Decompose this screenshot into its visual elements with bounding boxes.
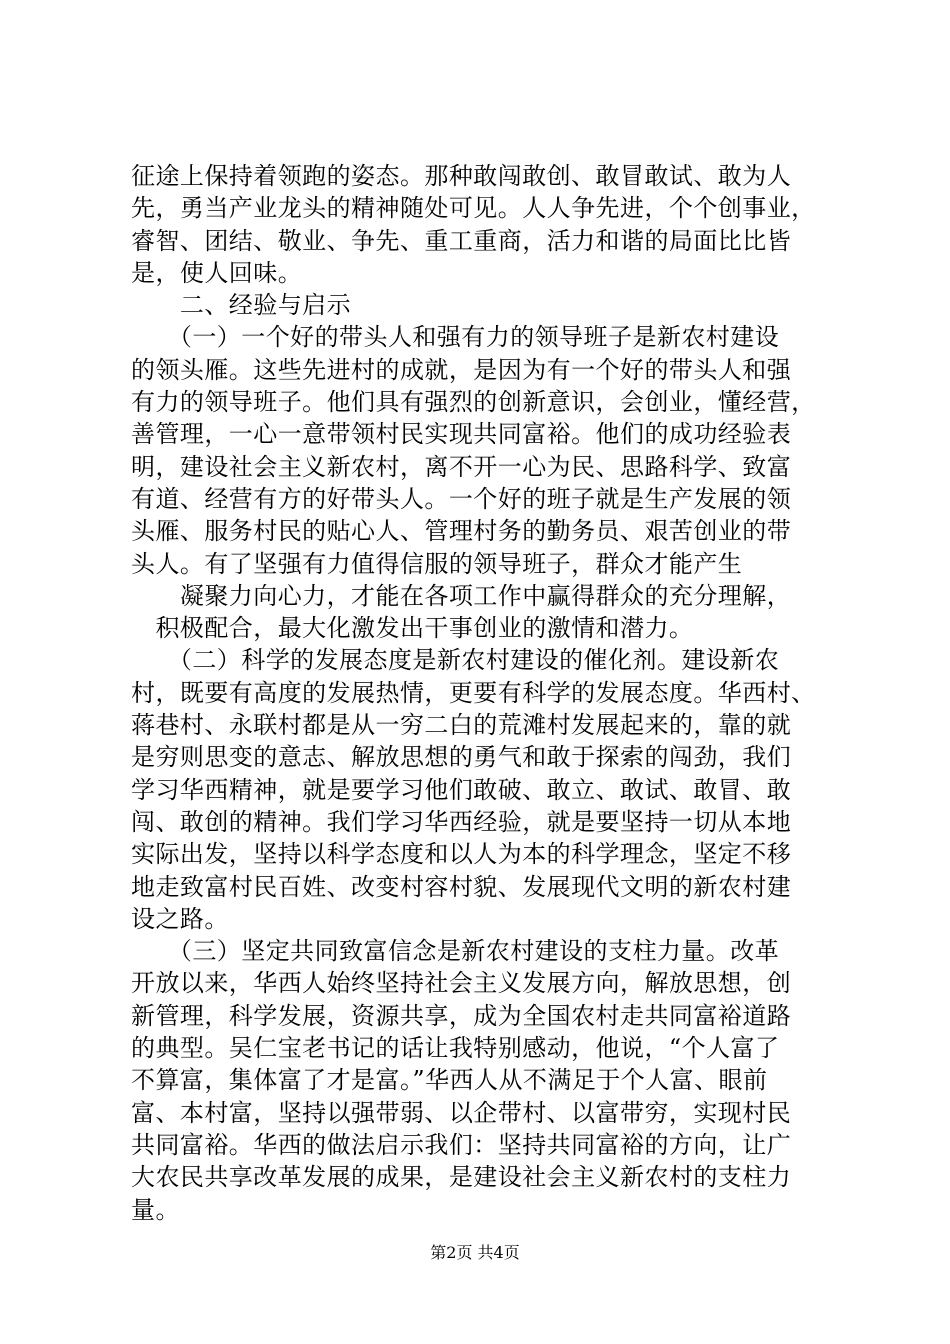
text-line: 共同富裕。华西的做法启示我们：坚持共同富裕的方向，让广	[131, 1130, 792, 1159]
text-line: （一）一个好的带头人和强有力的领导班子是新农村建设	[131, 323, 780, 352]
text-line: （二）科学的发展态度是新农村建设的催化剂。建设新农	[131, 646, 780, 675]
text-line: 头人。有了坚强有力值得信服的领导班子，群众才能产生	[131, 549, 743, 578]
text-line: 闯、敢创的精神。我们学习华西经验，就是要坚持一切从本地	[131, 807, 792, 836]
text-line: 积极配合，最大化激发出干事创业的激情和潜力。	[131, 614, 694, 643]
page-number-label: 第2页 共4页	[430, 1243, 520, 1262]
text-line: 善管理，一心一意带领村民实现共同富裕。他们的成功经验表	[131, 420, 792, 449]
text-line: 大农民共享改革发展的成果，是建设社会主义新农村的支柱力	[131, 1163, 792, 1192]
text-line: 的领头雁。这些先进村的成就，是因为有一个好的带头人和强	[131, 355, 792, 384]
text-line: 先，勇当产业龙头的精神随处可见。人人争先进，个个创事业，	[131, 194, 816, 223]
text-line: 地走致富村民百姓、改变村容村貌、发展现代文明的新农村建	[131, 872, 792, 901]
text-line: 新管理，科学发展，资源共享，成为全国农村走共同富裕道路	[131, 1001, 792, 1030]
text-line: 实际出发，坚持以科学态度和以人为本的科学理念，坚定不移	[131, 840, 792, 869]
text-line: 头雁、服务村民的贴心人、管理村务的勤务员、艰苦创业的带	[131, 517, 792, 546]
document-body	[131, 160, 831, 1226]
text-line: 征途上保持着领跑的姿态。那种敢闯敢创、敢冒敢试、敢为人	[131, 162, 792, 190]
text-line: 设之路。	[131, 904, 229, 933]
text-line: 学习华西精神，就是要学习他们敢破、敢立、敢试、敢冒、敢	[131, 775, 792, 804]
text-line: 明，建设社会主义新农村，离不开一心为民、思路科学、致富	[131, 452, 792, 481]
text-line: 村，既要有高度的发展热情，更要有科学的发展态度。华西村、	[131, 678, 816, 707]
page-footer	[0, 1243, 950, 1263]
text-line: 是穷则思变的意志、解放思想的勇气和敢于探索的闯劲，我们	[131, 743, 792, 772]
text-line: （三）坚定共同致富信念是新农村建设的支柱力量。改革	[131, 937, 780, 966]
text-line: 有道、经营有方的好带头人。一个好的班子就是生产发展的领	[131, 484, 792, 513]
text-line: 不算富，集体富了才是富。”华西人从不满足于个人富、眼前	[131, 1066, 768, 1095]
text-line: 富、本村富，坚持以强带弱、以企带村、以富带穷，实现村民	[131, 1098, 792, 1127]
text-line: 的典型。吴仁宝老书记的话让我特别感动，他说，“个人富了	[131, 1034, 780, 1063]
text-line: 开放以来，华西人始终坚持社会主义发展方向，解放思想，创	[131, 969, 792, 998]
text-line: 量。	[131, 1195, 180, 1224]
text-line: 睿智、团结、敬业、争先、重工重商，活力和谐的局面比比皆	[131, 226, 792, 255]
text-line: 是，使人回味。	[131, 258, 303, 287]
text-line: 凝聚力向心力，才能在各项工作中赢得群众的充分理解，	[131, 581, 792, 610]
text-line: 蒋巷村、永联村都是从一穷二白的荒滩村发展起来的，靠的就	[131, 711, 792, 740]
text-line: 有力的领导班子。他们具有强烈的创新意识，会创业，懂经营，	[131, 388, 816, 417]
section-heading: 二、经验与启示	[131, 291, 352, 320]
